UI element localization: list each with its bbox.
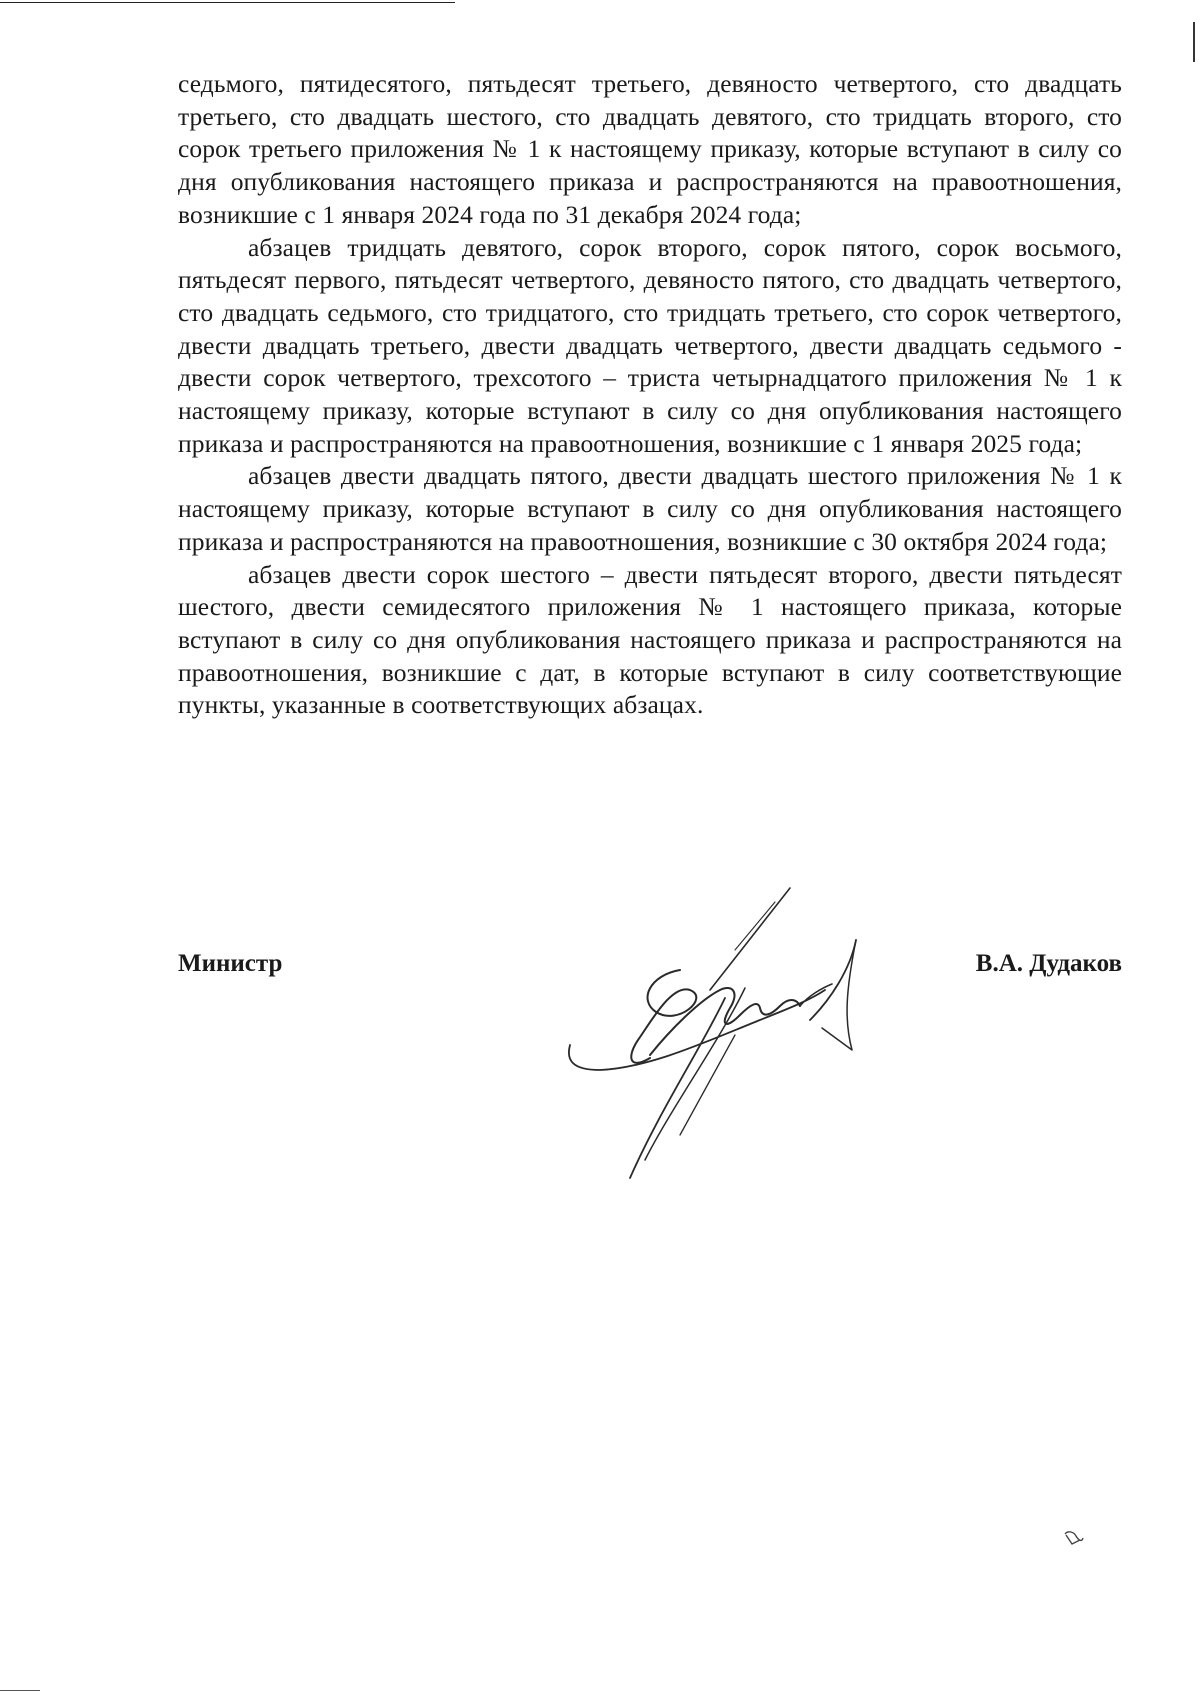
paragraph-3: абзацев двести двадцать пятого, двести двадцать шестого приложения № 1 к настоящему приказу, которые вступают в силу со дня опубликования настоящего приказа и распространяются на правоотношения, возникшие с 30 октября 2024 года;: [178, 461, 1122, 556]
scan-bottom-left-mark: [0, 1690, 40, 1691]
scan-top-rule: [0, 2, 455, 3]
scan-right-edge-mark: [1193, 22, 1195, 62]
handwritten-signature: [560, 880, 900, 1190]
scan-artifact-mark: [1062, 1528, 1086, 1548]
signatory-name: В.А. Дудаков: [975, 950, 1122, 977]
paragraph-1: седьмого, пятидесятого, пятьдесят третьего, девяносто четвертого, сто двадцать третьего, сто двадцать шестого, сто двадцать девятого, сто тридцать второго, сто сорок третьего приложения № 1 к настоящему приказу, которые вступают в силу со дня опубликования настоящего приказа и распространяются на правоотношения, возникшие с 1 января 2024 года по 31 декабря 2024 года;: [178, 69, 1122, 229]
signatory-title: Министр: [178, 950, 283, 977]
paragraph-4: абзацев двести сорок шестого – двести пятьдесят второго, двести пятьдесят шестого, двести семидесятого приложения № 1 настоящего приказа, которые вступают в силу со дня опубликования настоящего приказа и распространяются на правоотношения, возникшие с дат, в которые вступают в силу соответствующие пункты, указанные в соответствующих абзацах.: [178, 559, 1122, 720]
document-body: [178, 68, 1122, 722]
paragraph-2: абзацев тридцать девятого, сорок второго, сорок пятого, сорок восьмого, пятьдесят первого, пятьдесят четвертого, девяносто пятого, сто двадцать четвертого, сто двадцать седьмого, сто тридцатого, сто тридцать третьего, сто сорок четвертого, двести двадцать третьего, двести двадцать четвертого, двести двадцать седьмого - двести сорок четвертого, трехсотого – триста четырнадцатого приложения № 1 к настоящему приказу, которые вступают в силу со дня опубликования настоящего приказа и распространяются на правоотношения, возникшие с 1 января 2025 года;: [178, 232, 1122, 458]
